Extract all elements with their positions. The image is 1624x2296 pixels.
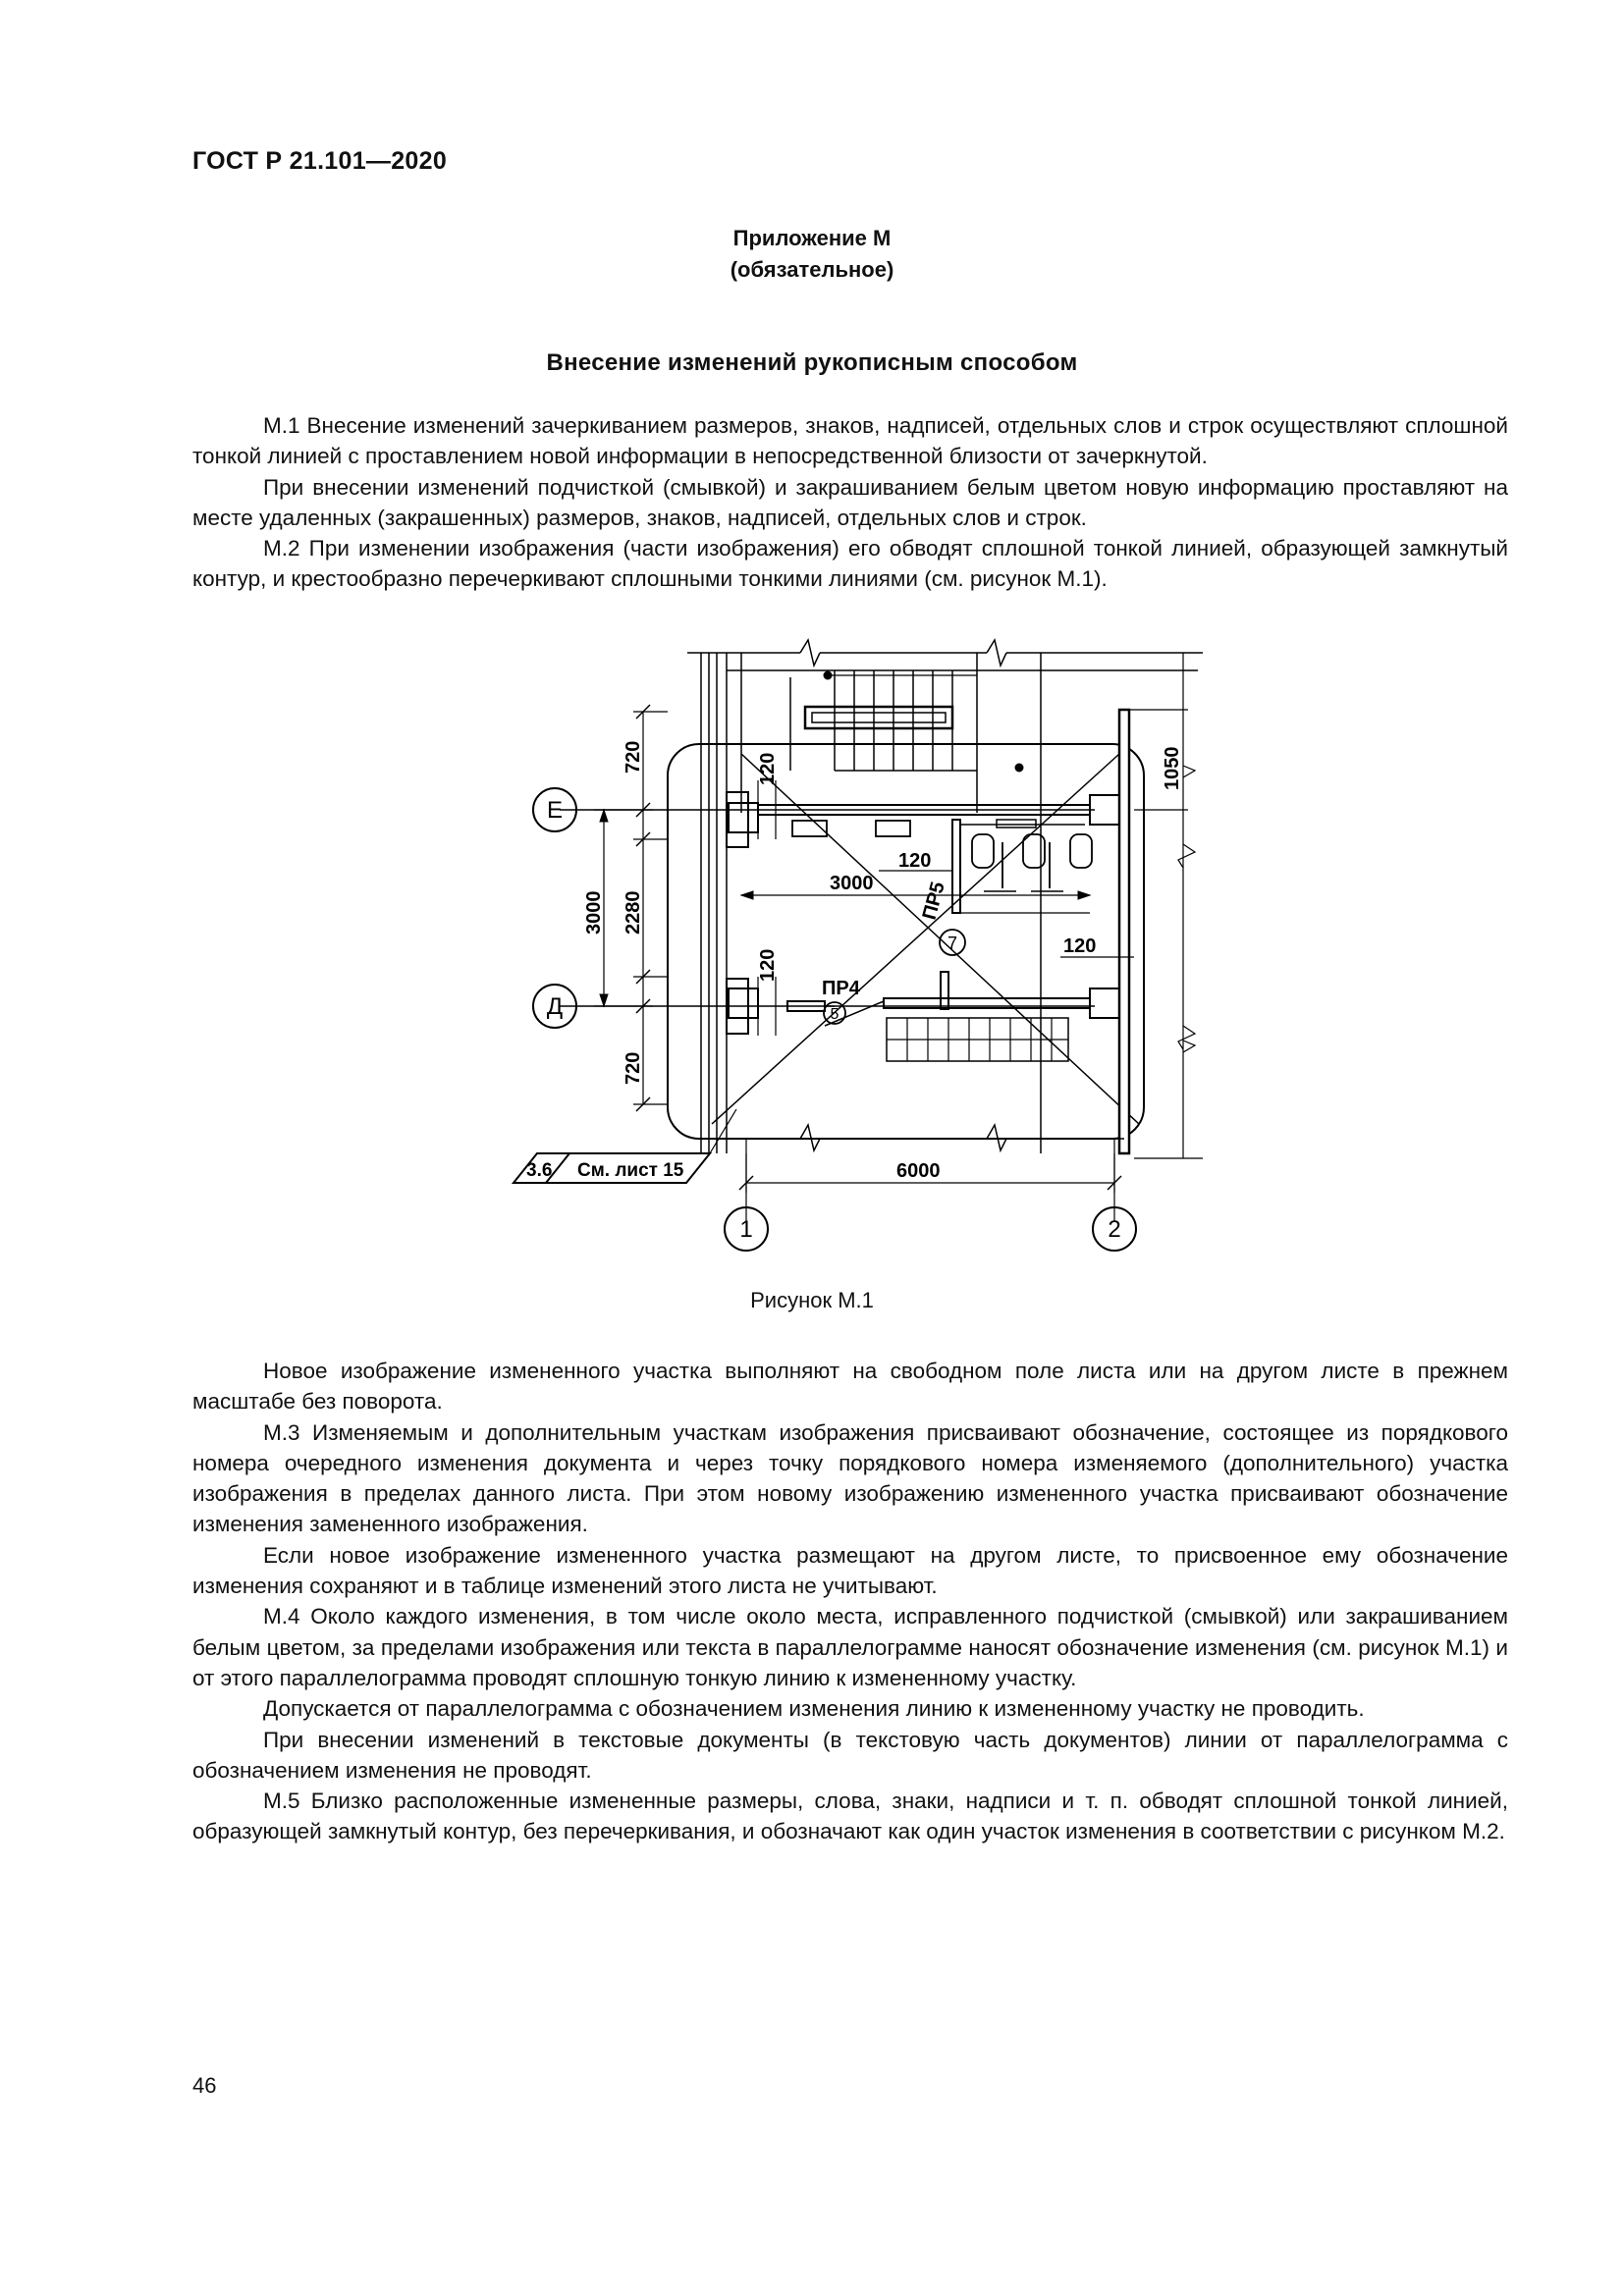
dim-120-inner: 120 [898,850,932,872]
section-heading: Внесение изменений рукописным способом [546,349,1078,376]
paragraph-other-sheet: Если новое изображение измененного участка размещают на другом листе, то присвоенное ему обозначение изменения сохраняют и в таблице изменений этого листа не учитывают. [192,1542,1508,1599]
paragraph-text-docs: При внесении изменений в текстовые документы (в текстовую часть документов) линии от параллелограмма с обозначением изменения не проводят. [192,1727,1508,1783]
figure-caption: Рисунок М.1 [750,1288,874,1312]
paragraph-new-image: Новое изображение измененного участка выполняют на свободном поле листа или на другом листе в прежнем масштабе без поворота. [192,1359,1508,1415]
change-note: См. лист 15 [577,1160,684,1181]
paragraph-cleaning: При внесении изменений подчисткой (смывкой) и закрашиванием белым цветом новую информацию проставляют на месте удаленных (закрашенных) размеров, знаков, надписей, отдельных слов и строк. [192,474,1508,530]
dim-120-top: 120 [757,752,779,785]
axis-label-d: Д [546,993,564,1020]
change-number: 3.6 [526,1160,553,1181]
dim-1050: 1050 [1162,746,1183,790]
paragraph-m1: М.1 Внесение изменений зачеркиванием размеров, знаков, надписей, отдельных слов и строк осуществляют сплошной тонкой линией с проставлением новой информации в непосредственной близости от зачеркнутой. [192,413,1508,469]
paragraph-m2: М.2 При изменении изображения (части изображения) его обводят сплошной тонкой линией, образующей замкнутый контур, и крестообразно перечеркивают сплошными тонкими линиями (см. рисунок М.1). [192,536,1508,592]
axis-label-1: 1 [739,1216,753,1243]
appendix-title: Приложение М [732,226,892,250]
dim-6000: 6000 [896,1160,941,1182]
appendix-status: (обязательное) [730,257,894,282]
document-code: ГОСТ Р 21.101—2020 [192,147,448,175]
paragraph-m3: М.3 Изменяемым и дополнительным участкам изображения присваивают обозначение, состоящее из порядкового номера очередного изменения документа и через точку порядкового номера изменяемого (дополнительного) участка изображения в пределах данного листа. При этом новому изображению измененного участка присваивают обозначение изменения замененного изображения. [192,1419,1508,1537]
paragraph-allowed: Допускается от параллелограмма с обозначением изменения линию к измененному участку не проводить. [263,1696,1365,1722]
paragraph-m4: М.4 Около каждого изменения, в том числе около места, исправленного подчисткой (смывкой) или закрашиванием белым цветом, за пределами изображения или текста в параллелограмме наносят обозначение изменения (см. рисунок М.1) и от этого параллелограмма проводят сплошную тонкую линию к измененному участку. [192,1604,1508,1690]
figure-m1 [496,628,1242,1266]
marker-5: 5 [830,1006,839,1023]
marker-7: 7 [947,934,958,953]
paragraph-m5: М.5 Близко расположенные измененные размеры, слова, знаки, надписи и т. п. обводят сплошной тонкой линией, образующей замкнутый контур, без перечеркивания, и обозначают как один участок изменения в соответствии с рисунком М.2. [192,1789,1508,1844]
dim-3000-vertical: 3000 [583,890,605,934]
dim-120-right: 120 [1063,935,1097,957]
page-number: 46 [192,2073,217,2098]
text-block-bottom [192,1356,1508,1847]
dim-3000-horizontal: 3000 [830,873,874,894]
label-pr5: ПР5 [918,880,949,923]
axis-label-e: Е [546,797,564,824]
dim-2280: 2280 [623,890,644,934]
axis-label-2: 2 [1108,1216,1121,1243]
dim-120-lower: 120 [757,948,779,982]
dim-720-bottom: 720 [623,1051,644,1085]
dim-720-top: 720 [623,740,644,774]
label-pr4: ПР4 [822,978,860,999]
text-block-top [192,410,1508,595]
